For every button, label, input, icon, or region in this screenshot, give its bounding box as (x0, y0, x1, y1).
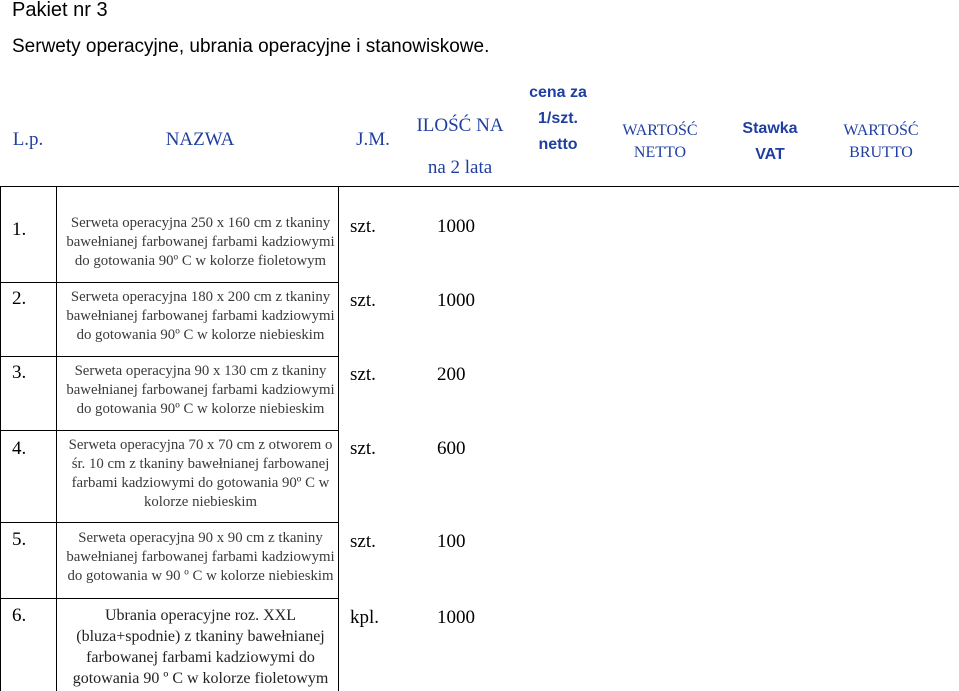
row-5-lp: 5. (12, 529, 27, 550)
header-cena: cena za 1/szt. netto (529, 84, 587, 153)
header-jm: J.M. (356, 129, 390, 150)
row-2-desc: Serweta operacyjna 180 x 200 cm z tkaniny bawełnianej farbowanej farbami kadziowymi do gotowania 90º C w kolorze niebieskim (66, 289, 335, 343)
row-4-desc: Serweta operacyjna 70 x 70 cm z otworem o śr. 10 cm z tkaniny bawełnianej farbowanej farbami kadziowymi do gotowania 90º C w kolorze niebieskim (68, 437, 333, 510)
row-divider (0, 430, 338, 431)
row-2-lp: 2. (12, 288, 27, 309)
row-6-desc: Ubrania operacyjne roz. XXL (bluza+spodnie) z tkaniny bawełnianej farbowanej farbami kadziowymi do gotowania 90 º C w kolorze fioletowym (72, 607, 329, 687)
row-5-qty: 100 (437, 531, 466, 552)
row-4-lp: 4. (12, 438, 27, 459)
page-title: Pakiet nr 3 (12, 0, 108, 21)
row-2-unit: szt. (350, 290, 376, 311)
column-divider-nazwa (338, 186, 339, 691)
row-3-qty: 200 (437, 364, 466, 385)
header-stawka-vat: Stawka VAT (742, 120, 798, 163)
page-subtitle: Serwety operacyjne, ubrania operacyjne i stanowiskowe. (12, 36, 490, 57)
row-1-unit: szt. (350, 216, 376, 237)
row-1-lp: 1. (12, 219, 27, 240)
row-6-qty: 1000 (437, 607, 475, 628)
row-4-unit: szt. (350, 438, 376, 459)
header-lp: L.p. (12, 129, 44, 150)
row-3-unit: szt. (350, 364, 376, 385)
row-divider (0, 598, 338, 599)
row-6-unit: kpl. (350, 607, 380, 628)
row-divider (0, 282, 338, 283)
row-4-qty: 600 (437, 438, 466, 459)
header-ilosc: ILOŚĆ NA na 2 lata (416, 115, 504, 178)
row-6-lp: 6. (12, 605, 27, 626)
table-top-border (0, 186, 959, 187)
row-5-unit: szt. (350, 531, 376, 552)
row-3-lp: 3. (12, 362, 27, 383)
row-3-desc: Serweta operacyjna 90 x 130 cm z tkaniny bawełnianej farbowanej farbami kadziowymi do gotowania 90º C w kolorze niebieskim (66, 363, 335, 417)
table-header (0, 80, 959, 184)
row-1-desc: Serweta operacyjna 250 x 160 cm z tkaniny bawełnianej farbowanej farbami kadziowymi do gotowania 90º C w kolorze fioletowym (66, 215, 335, 269)
row-divider (0, 356, 338, 357)
header-nazwa: NAZWA (165, 129, 235, 150)
row-divider (0, 522, 338, 523)
column-divider-lp (56, 186, 57, 691)
row-1-qty: 1000 (437, 216, 475, 237)
table-body (0, 186, 959, 691)
row-2-qty: 1000 (437, 290, 475, 311)
header-wartosc-brutto: WARTOŚĆ BRUTTO (843, 122, 919, 161)
table-left-border (0, 186, 1, 691)
row-5-desc: Serweta operacyjna 90 x 90 cm z tkaniny bawełnianej farbowanej farbami kadziowymi do gotowania w 90 º C w kolorze niebieskim (66, 530, 335, 584)
header-wartosc-netto: WARTOŚĆ NETTO (622, 122, 698, 161)
